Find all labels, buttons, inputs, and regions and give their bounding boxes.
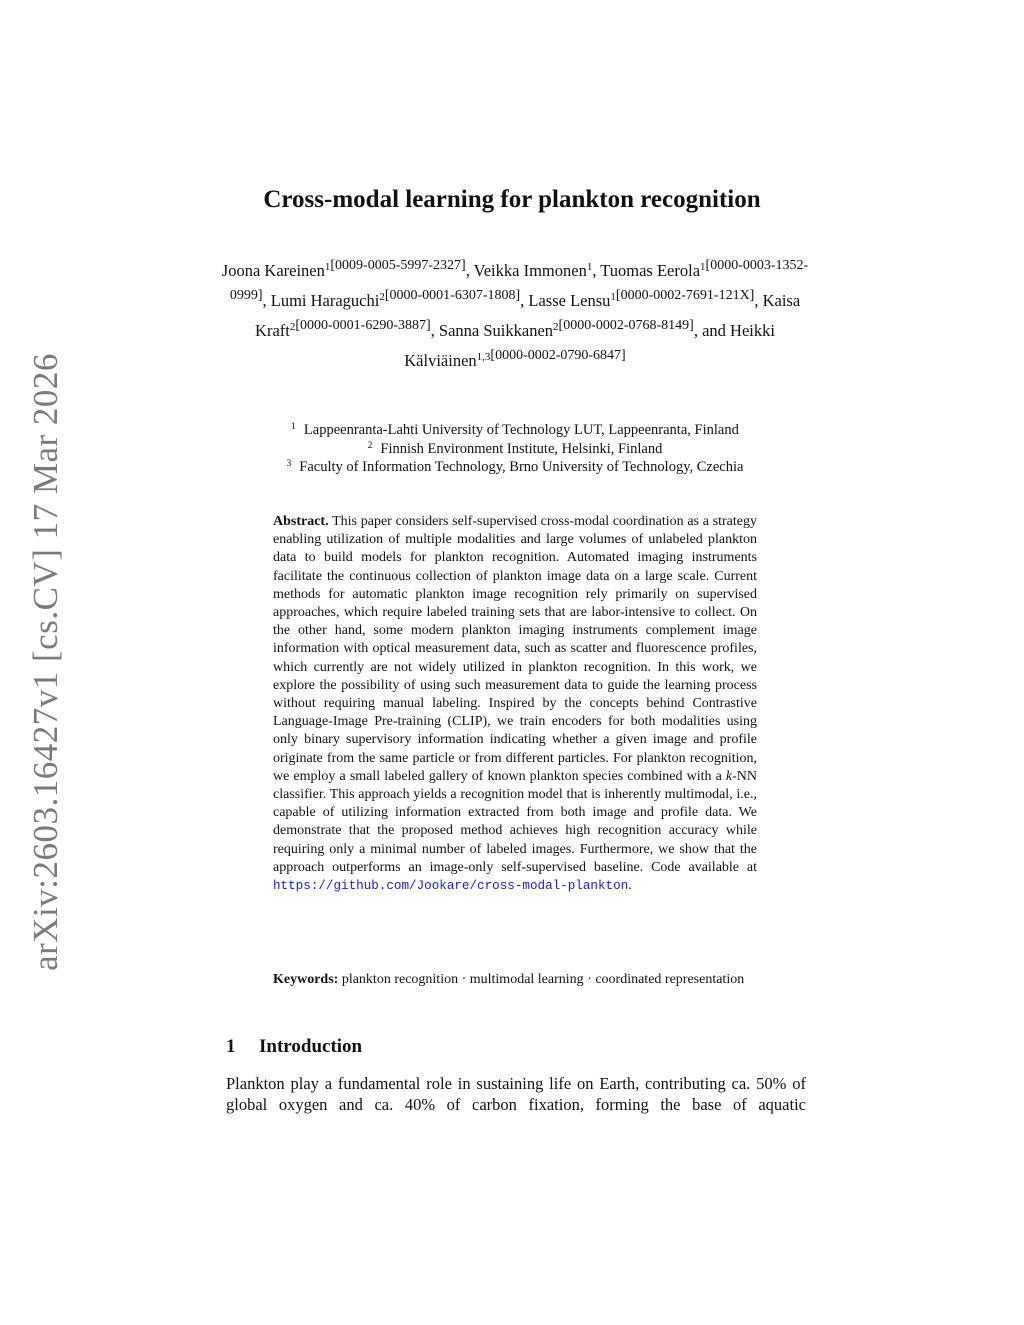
affiliation-list xyxy=(200,421,830,477)
orcid-id: [0000-0002-0790-6847] xyxy=(490,348,626,363)
abstract-text: This paper considers self-supervised cross-modal coordination as a strategy enabling utilization of multiple modalities and large volumes of unlabeled plankton data to build models for plankton recognition. Automated imaging instruments facilitate the continuous collection of plankton image data on a large scale. Current methods for automatic plankton image recognition rely primarily on supervised approaches, which require labeled training sets that are labor-intensive to collect. On the other hand, some modern plankton imaging instruments complement image information with optical measurement data, such as scatter and fluorescence profiles, which currently are not widely utilized in plankton recognition. In this work, we explore the possibility of using such measurement data to guide the learning process without requiring manual labeling. Inspired by the concepts behind Contrastive Language-Image Pre-training (CLIP), we train encoders for both modalities using only binary supervisory information indicating whether a given image and profile originate from the same particle or from different particles. For plankton recognition, we employ a small labeled gallery of known plankton species combined with a xyxy=(273,514,757,784)
affiliation-marker: 2 xyxy=(379,291,385,303)
author-list xyxy=(210,256,820,376)
author-name: , Lumi Haraguchi xyxy=(262,291,380,310)
author-name: , Kaisa Kraft xyxy=(255,291,801,340)
affiliation-line xyxy=(200,440,830,459)
arxiv-id-text: arXiv:2603.16427v1 [cs.CV] 17 Mar 2026 xyxy=(26,353,65,971)
orcid-id: [0000-0001-6307-1808] xyxy=(384,288,521,303)
author-name: , Lasse Lensu xyxy=(520,291,611,310)
author-name: , and Heikki Kälviäinen xyxy=(404,321,775,370)
section-heading xyxy=(226,1036,362,1058)
affiliation-line xyxy=(200,458,830,477)
affiliation-marker: 1 xyxy=(324,261,331,273)
paper-title: Cross-modal learning for plankton recognition xyxy=(263,186,761,213)
author-name: , Tuomas Eerola xyxy=(592,261,701,280)
affiliation-number: 2 xyxy=(367,440,373,451)
author-name: Joona Kareinen xyxy=(221,261,325,280)
orcid-id: [0000-0002-0768-8149] xyxy=(558,318,694,333)
affiliation-marker: 1 xyxy=(610,291,616,303)
affiliation-marker: 1 xyxy=(700,261,706,273)
affiliation-marker: 1,3 xyxy=(476,351,491,363)
abstract-text-cont: -NN classifier. This approach yields a recognition model that is inherently multimodal, i.e., capable of utilizing information extracted from both image and profile data. We demonstrate that the proposed method achieves high recognition accuracy while requiring only a minimal number of labeled images. Furthermore, we show that the approach outperforms an image-only self-supervised baseline. Code available at xyxy=(273,768,757,875)
abstract-italic-k: k xyxy=(725,768,733,784)
code-repository-link[interactable]: https://github.com/Jookare/cross-modal-plankton xyxy=(273,879,629,894)
section-number: 1 xyxy=(226,1036,236,1057)
intro-paragraph: Plankton play a fundamental role in sustaining life on Earth, contributing ca. 50% of global oxygen and ca. 40% of carbon fixation, forming the base of aquatic xyxy=(226,1074,806,1114)
affiliation-number: 1 xyxy=(291,422,296,432)
keywords xyxy=(273,971,757,989)
affiliation-text: Finnish Environment Institute, Helsinki, Finland xyxy=(380,440,663,457)
orcid-id: [0009-0005-5997-2327] xyxy=(330,258,466,273)
keywords-label: Keywords: xyxy=(273,972,339,987)
affiliation-line xyxy=(200,421,830,440)
affiliation-marker: 2 xyxy=(289,321,296,333)
keywords-text: plankton recognition · multimodal learning · coordinated representation xyxy=(341,972,745,987)
orcid-id: [0000-0002-7691-121X] xyxy=(615,288,755,303)
section-title: Introduction xyxy=(259,1036,363,1057)
affiliation-text: Lappeenranta-Lahti University of Technology LUT, Lappeenranta, Finland xyxy=(303,422,739,438)
affiliation-text: Faculty of Information Technology, Brno University of Technology, Czechia xyxy=(299,459,744,475)
abstract-text-end: . xyxy=(628,878,632,894)
abstract xyxy=(273,513,757,895)
affiliation-number: 3 xyxy=(286,459,292,469)
affiliation-marker: 2 xyxy=(553,321,559,333)
affiliation-marker: 1 xyxy=(586,261,593,273)
author-name: , Sanna Suikkanen xyxy=(430,321,554,340)
abstract-label: Abstract. xyxy=(273,514,329,529)
orcid-id: [0000-0003-1352-0999] xyxy=(229,258,809,303)
orcid-id: [0000-0001-6290-3887] xyxy=(295,318,431,333)
author-name: , Veikka Immonen xyxy=(465,261,587,280)
